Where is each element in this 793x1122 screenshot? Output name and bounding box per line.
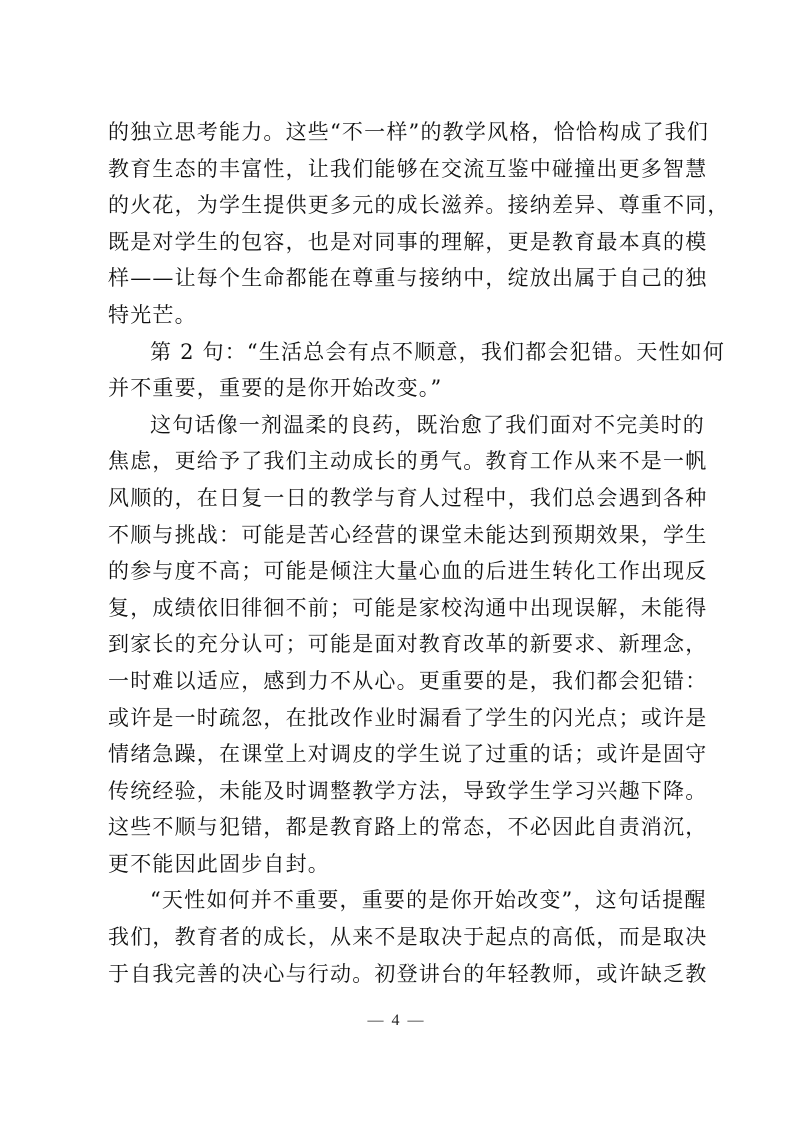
text-line: 风顺的，在日复一日的教学与育人过程中，我们总会遇到各种 xyxy=(108,485,708,510)
text-line: 一时难以适应，感到力不从心。更重要的是，我们都会犯错： xyxy=(108,668,708,693)
text-line: 更不能因此固步自封。 xyxy=(108,851,330,876)
text-line: 我们，教育者的成长，从来不是取决于起点的高低，而是取决 xyxy=(108,925,708,950)
text-line: 样——让每个生命都能在尊重与接纳中，绽放出属于自己的独 xyxy=(108,266,708,291)
text-line: 的参与度不高；可能是倾注大量心血的后进生转化工作出现反 xyxy=(108,559,708,584)
text-line: 特光芒。 xyxy=(108,302,197,327)
text-line: 到家长的充分认可；可能是面对教育改革的新要求、新理念， xyxy=(108,632,708,657)
text-line: 的独立思考能力。这些“不一样”的教学风格，恰恰构成了我们 xyxy=(108,120,710,144)
body-text xyxy=(108,114,730,992)
text-line: 这些不顺与犯错，都是教育路上的常态，不必因此自责消沉， xyxy=(108,815,708,840)
text-line: 复，成绩依旧徘徊不前；可能是家校沟通中出现误解，未能得 xyxy=(108,595,708,620)
text-line: 的火花，为学生提供更多元的成长滋养。接纳差异、尊重不同， xyxy=(108,193,730,218)
text-line: 焦虑，更给予了我们主动成长的勇气。教育工作从来不是一帆 xyxy=(108,449,708,474)
text-line: 第 2 句：“生活总会有点不顺意，我们都会犯错。天性如何 xyxy=(150,339,726,364)
text-line: 或许是一时疏忽，在批改作业时漏看了学生的闪光点；或许是 xyxy=(108,705,708,730)
text-line: “天性如何并不重要，重要的是你开始改变”，这句话提醒 xyxy=(150,888,707,913)
text-line: 情绪急躁，在课堂上对调皮的学生说了过重的话；或许是固守 xyxy=(108,742,708,767)
text-line: 并不重要，重要的是你开始改变。” xyxy=(108,376,443,401)
text-line: 这句话像一剂温柔的良药，既治愈了我们面对不完美时的 xyxy=(150,412,705,437)
text-line: 教育生态的丰富性，让我们能够在交流互鉴中碰撞出更多智慧 xyxy=(108,156,708,181)
text-line: 于自我完善的决心与行动。初登讲台的年轻教师，或许缺乏教 xyxy=(108,961,708,986)
text-line: 传统经验，未能及时调整教学方法，导致学生学习兴趣下降。 xyxy=(108,778,708,803)
text-line: 既是对学生的包容，也是对同事的理解，更是教育最本真的模 xyxy=(108,229,708,254)
page-number: — 4 — xyxy=(367,1012,426,1029)
text-line: 不顺与挑战：可能是苦心经营的课堂未能达到预期效果，学生 xyxy=(108,522,708,547)
